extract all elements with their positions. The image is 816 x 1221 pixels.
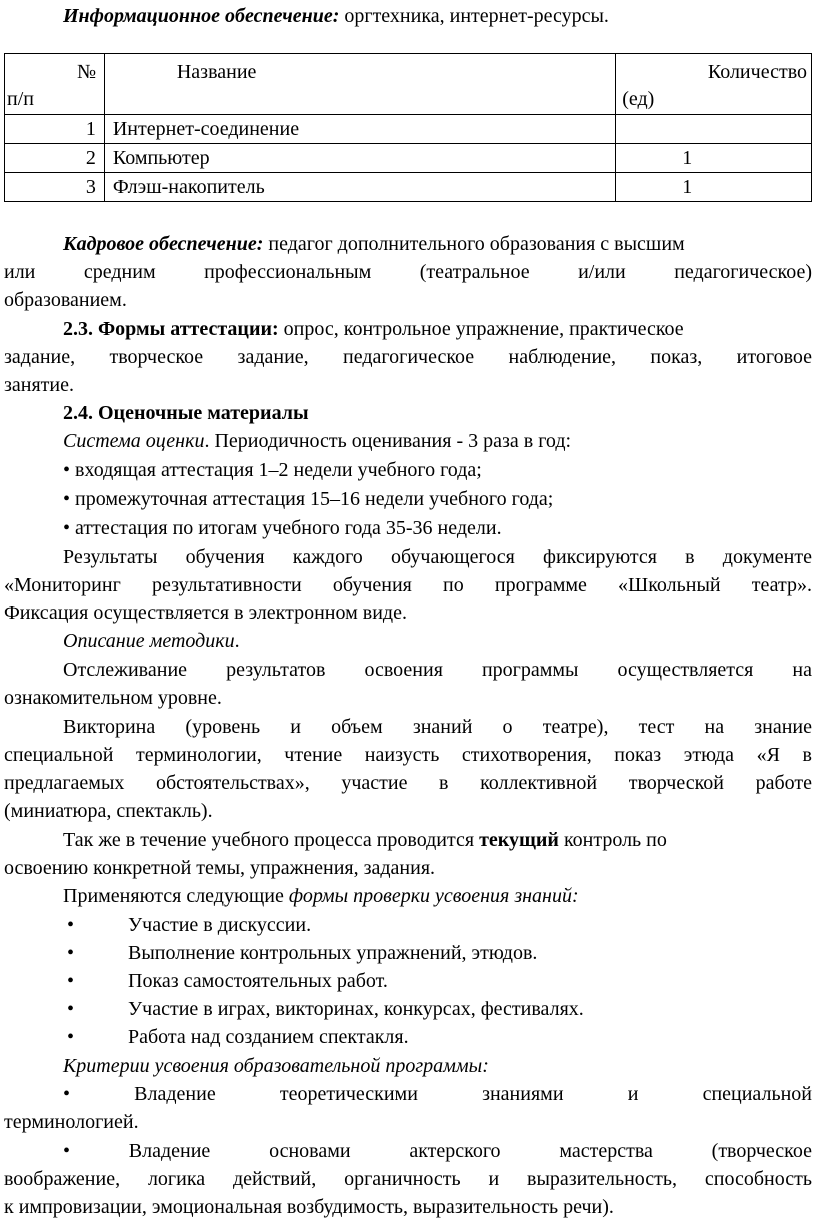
crit1-line-1: • Владение теоретическими знаниями и специальной [63, 1083, 812, 1105]
table-header-row [5, 54, 812, 115]
staff-line-2: или средним профессиональным (театральное и/или педагогическое) [4, 261, 812, 283]
list-item: • аттестация по итогам учебного года 35-36 недели. [63, 517, 502, 539]
table-row [5, 173, 812, 202]
results-line-1: Результаты обучения каждого обучающегося фиксируются в документе [63, 546, 812, 568]
attest-line-1: 2.3. Формы аттестации: опрос, контрольное упражнение, практическое [63, 318, 684, 340]
row-num: 2 [5, 144, 105, 173]
crit2-line-2: воображение, логика действий, органичность и выразительность, способность [4, 1168, 812, 1190]
list-item: • входящая аттестация 1–2 недели учебного года; [63, 459, 482, 481]
row-name: Флэш-накопитель [104, 173, 615, 202]
staff-line-1: Кадровое обеспечение: педагог дополнительного образования с высшим [63, 233, 685, 255]
track-line-2: ознакомительном уровне. [4, 687, 222, 709]
info-text: оргтехника, интернет-ресурсы. [339, 5, 609, 27]
row-qty [616, 115, 812, 144]
row-num: 1 [5, 115, 105, 144]
results-line-2: «Мониторинг результативности обучения по программе «Школьный театр». [4, 574, 812, 596]
results-line-3: Фиксация осуществляется в электронном виде. [4, 602, 407, 624]
bullet-icon: • [63, 459, 76, 481]
header-num: № п/п [5, 54, 105, 115]
resources-table [4, 53, 812, 202]
header-qty: Количество (ед) [616, 54, 812, 115]
bullet-icon: • [63, 488, 76, 510]
quiz-line-4: (миниатюра, спектакль). [4, 800, 213, 822]
row-qty: 1 [616, 173, 812, 202]
quiz-line-2: специальной терминологии, чтение наизусть стихотворения, показ этюда «Я в [4, 744, 812, 766]
bullet-icon: • [67, 914, 75, 936]
attest-line-2: задание, творческое задание, педагогическое наблюдение, показ, итоговое [4, 346, 812, 368]
eval-system: Система оценки. Периодичность оценивания - 3 раза в год: [63, 430, 572, 452]
crit2-line-3: к импровизации, эмоциональная возбудимость, выразительность речи). [4, 1196, 614, 1218]
criteria-heading: Критерии усвоения образовательной программы: [63, 1055, 489, 1077]
crit1-line-2: терминологией. [4, 1111, 139, 1133]
bullet-icon: • [67, 970, 75, 992]
quiz-line-3: предлагаемых обстоятельствах», участие в коллективной творческой работе [4, 772, 812, 794]
staff-line-3: образованием. [4, 289, 127, 311]
list-item: • промежуточная аттестация 15–16 недели учебного года; [63, 488, 554, 510]
eval-heading: 2.4. Оценочные материалы [63, 402, 309, 424]
row-name: Компьютер [104, 144, 615, 173]
attest-line-3: занятие. [4, 374, 74, 396]
current-line-1: Так же в течение учебного процесса проводится текущий контроль по [63, 829, 667, 851]
crit2-line-1: • Владение основами актерского мастерства (творческое [63, 1140, 812, 1162]
staff-label: Кадровое обеспечение: [63, 233, 264, 255]
forms-intro: Применяются следующие формы проверки усвоения знаний: [63, 885, 579, 907]
header-name: Название [104, 54, 615, 115]
method-line: Описание методики. [63, 630, 240, 652]
row-qty: 1 [616, 144, 812, 173]
bullet-icon: • [67, 942, 75, 964]
bullet-icon: • [67, 998, 75, 1020]
table-row [5, 144, 812, 173]
info-line [63, 2, 812, 30]
row-num: 3 [5, 173, 105, 202]
table-row [5, 115, 812, 144]
info-label: Информационное обеспечение: [63, 5, 340, 27]
track-line-1: Отслеживание результатов освоения программы осуществляется на [63, 659, 812, 681]
attest-label: 2.3. Формы аттестации: [63, 318, 279, 340]
bullet-icon: • [67, 1026, 75, 1048]
row-name: Интернет-соединение [104, 115, 615, 144]
current-line-2: освоению конкретной темы, упражнения, задания. [4, 857, 436, 879]
quiz-line-1: Викторина (уровень и объем знаний о театре), тест на знание [63, 716, 812, 738]
bullet-icon: • [63, 517, 76, 539]
